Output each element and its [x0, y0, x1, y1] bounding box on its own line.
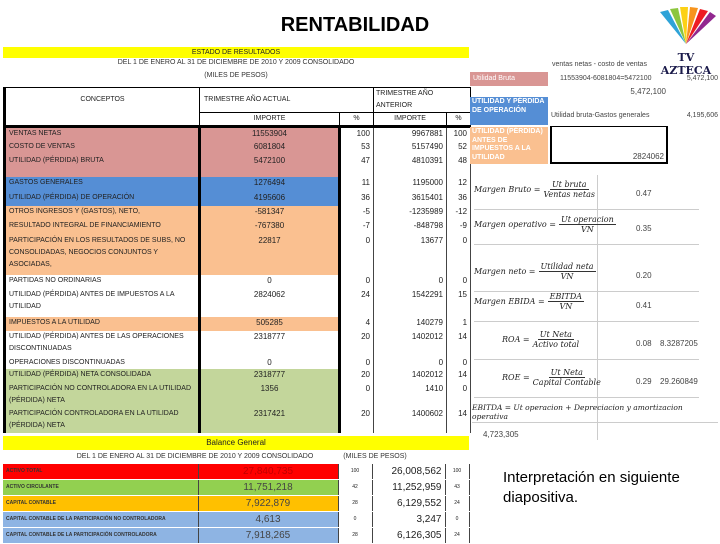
- ratio-row: [474, 262, 720, 292]
- pct-actual: 24: [340, 289, 374, 317]
- ub-value-2: 5,472,100: [630, 87, 666, 96]
- importe-actual: -581347: [200, 206, 340, 220]
- pct-actual: 20: [340, 331, 374, 357]
- importe-actual: 2318777: [200, 369, 340, 383]
- balance-value: 7,922,879: [198, 496, 338, 512]
- pct-actual: 4: [340, 317, 374, 331]
- ratio-name: ROA =: [502, 335, 530, 344]
- ratio-numerator: Utilidad neta: [540, 262, 594, 271]
- concept-label: OPERACIONES DISCONTINUADAS: [5, 357, 200, 369]
- ratio-name: Margen EBIDA =: [474, 297, 545, 306]
- pct-actual: 36: [340, 192, 374, 206]
- ratio-denominator: Ventas netas: [543, 190, 596, 199]
- table-row: [5, 235, 471, 275]
- pct-actual: [340, 169, 374, 177]
- concept-label: UTILIDAD (PÉRDIDA) ANTES DE LAS OPERACIONES DISCONTINUADAS: [5, 331, 200, 357]
- slide-title: RENTABILIDAD: [280, 14, 430, 36]
- pct-actual: 0: [340, 357, 374, 369]
- grid-line: [474, 209, 699, 210]
- pct-actual: 53: [340, 141, 374, 155]
- balance-pct-prev: 24: [445, 528, 469, 544]
- importe-anterior: 5157490: [374, 141, 447, 155]
- importe-anterior: 1195000: [374, 177, 447, 192]
- header-pct-2: %: [447, 113, 471, 127]
- ratio-formula: [502, 368, 601, 387]
- ratio-numerator: Ut bruta: [551, 180, 587, 189]
- grid-line: [474, 244, 699, 245]
- importe-actual: 0: [200, 275, 340, 289]
- importe-actual: 5472100: [200, 155, 340, 169]
- table-row: [5, 383, 471, 408]
- importe-anterior: -1235989: [374, 206, 447, 220]
- pct-anterior: 0: [447, 235, 471, 275]
- tv-azteca-logo: [652, 6, 720, 77]
- pct-anterior: 1: [447, 317, 471, 331]
- table-row: [5, 317, 471, 331]
- ratio-row: [474, 368, 720, 398]
- ratio-name: ROE =: [502, 373, 530, 382]
- pct-anterior: -12: [447, 206, 471, 220]
- balance-value-prev: 6,129,552: [372, 496, 445, 512]
- ratio-formula: [474, 262, 596, 281]
- concept-label: UTILIDAD (PÉRDIDA) DE OPERACIÓN: [5, 192, 200, 206]
- concept-label: OTROS INGRESOS Y (GASTOS), NETO,: [5, 206, 200, 220]
- interpretation-note: Interpretación en siguiente diapositiva.: [503, 469, 680, 506]
- pct-anterior: [447, 169, 471, 177]
- pct-actual: -7: [340, 220, 374, 235]
- table-row: [5, 275, 471, 289]
- table-row: [5, 220, 471, 235]
- ratio-formula: [474, 292, 584, 311]
- pct-actual: 0: [340, 383, 374, 408]
- balance-row: [3, 512, 469, 528]
- concept-label: RESULTADO INTEGRAL DE FINANCIAMIENTO: [5, 220, 200, 235]
- concept-label: UTILIDAD (PÉRDIDA) NETA CONSOLIDADA: [5, 369, 200, 383]
- concept-label: PARTICIPACIÓN EN LOS RESULTADOS DE SUBS, NO CONSOLIDADAS, NEGOCIOS CONJUNTOS Y ASOCIADAS,: [5, 235, 200, 275]
- table-row: [5, 289, 471, 317]
- importe-anterior: -848798: [374, 220, 447, 235]
- ebitda-formula: EBITDA = Ut operacion + Depreciacion y amortizacion operativa: [472, 403, 718, 423]
- estado-units: (MILES DE PESOS): [204, 72, 268, 79]
- importe-anterior: 140279: [374, 317, 447, 331]
- balance-row: [3, 480, 469, 496]
- ratio-numerator: EBITDA: [549, 292, 583, 301]
- table-row: [5, 331, 471, 357]
- pct-actual: 20: [340, 408, 374, 433]
- importe-actual: 2317421: [200, 408, 340, 433]
- header-anterior: TRIMESTRE AÑO ANTERIOR: [374, 88, 471, 113]
- importe-anterior: 0: [374, 357, 447, 369]
- balance-value: 27,840,735: [198, 464, 338, 480]
- grid-line: [474, 321, 699, 322]
- balance-title: Balance General: [3, 436, 469, 450]
- concept-label: PARTICIPACIÓN NO CONTROLADORA EN LA UTILIDAD (PÉRDIDA) NETA: [5, 383, 200, 408]
- pct-actual: 11: [340, 177, 374, 192]
- pct-actual: 0: [340, 235, 374, 275]
- importe-actual: 22817: [200, 235, 340, 275]
- balance-pct: 100: [338, 464, 372, 480]
- pct-actual: 100: [340, 127, 374, 141]
- balance-units: (MILES DE PESOS): [343, 453, 407, 460]
- grid-line: [474, 397, 699, 398]
- ratio-formula: [474, 180, 595, 199]
- importe-anterior: 13677: [374, 235, 447, 275]
- balance-pct: 0: [338, 512, 372, 528]
- concept-label: COSTO DE VENTAS: [5, 141, 200, 155]
- balance-pct: 28: [338, 528, 372, 544]
- pct-anterior: 15: [447, 289, 471, 317]
- balance-label: CAPITAL CONTABLE DE LA PARTICIPACIÓN CONTROLADORA: [3, 528, 198, 544]
- ratio-name: Margen Bruto =: [474, 185, 541, 194]
- balance-table: [3, 464, 470, 544]
- pct-anterior: 14: [447, 408, 471, 433]
- importe-actual: -767380: [200, 220, 340, 235]
- table-row: [5, 177, 471, 192]
- balance-value-prev: 3,247: [372, 512, 445, 528]
- table-row: [5, 192, 471, 206]
- ratio-denominator: VN: [580, 225, 594, 234]
- header-importe-2: IMPORTE: [374, 113, 447, 127]
- ratio-row: [474, 330, 720, 360]
- estado-subtitle: DEL 1 DE ENERO AL 31 DE DICIEMBRE DE 2010 Y 2009 CONSOLIDADO: [117, 59, 355, 66]
- importe-actual: 1356: [200, 383, 340, 408]
- ratio-numerator: Ut operacion: [560, 215, 614, 224]
- balance-pct-prev: 100: [445, 464, 469, 480]
- ratio-numerator: Ut Neta: [539, 330, 572, 339]
- ub-label: Utilidad Bruta: [470, 72, 548, 86]
- importe-actual: [200, 169, 340, 177]
- ratio-numerator: Ut Neta: [550, 368, 583, 377]
- balance-row: [3, 464, 469, 480]
- header-importe: IMPORTE: [200, 113, 340, 127]
- importe-anterior: [374, 169, 447, 177]
- ratio-formula: [502, 330, 579, 349]
- ratio-value: 0.29: [636, 377, 652, 386]
- pct-anterior: 0: [447, 275, 471, 289]
- importe-actual: 2318777: [200, 331, 340, 357]
- importe-actual: 1276494: [200, 177, 340, 192]
- pct-anterior: -9: [447, 220, 471, 235]
- pct-anterior: 0: [447, 383, 471, 408]
- logo-text: TV AZTECA: [660, 51, 712, 77]
- ratio-denominator: VN: [559, 302, 573, 311]
- importe-actual: 2824062: [200, 289, 340, 317]
- pct-anterior: 0: [447, 357, 471, 369]
- ratio-value: 0.41: [636, 301, 652, 310]
- table-row: [5, 357, 471, 369]
- table-row: [5, 127, 471, 141]
- concept-label: VENTAS NETAS: [5, 127, 200, 141]
- balance-row: [3, 528, 469, 544]
- header-conceptos: CONCEPTOS: [5, 88, 200, 113]
- balance-pct: 42: [338, 480, 372, 496]
- table-row: [5, 141, 471, 155]
- pct-actual: -5: [340, 206, 374, 220]
- ua-label: UTILIDAD (PÉRDIDA) ANTES DE IMPUESTOS A LA UTILIDAD: [470, 127, 548, 164]
- concept-label: IMPUESTOS A LA UTILIDAD: [5, 317, 200, 331]
- concept-label: PARTICIPACIÓN CONTROLADORA EN LA UTILIDAD (PÉRDIDA) NETA: [5, 408, 200, 433]
- importe-anterior: 0: [374, 275, 447, 289]
- table-row: [5, 169, 471, 177]
- importe-actual: 6081804: [200, 141, 340, 155]
- pct-actual: 0: [340, 275, 374, 289]
- grid-line: [474, 359, 699, 360]
- ua-value: 2824062: [632, 152, 664, 161]
- ratio-row: [474, 180, 720, 210]
- header-actual: TRIMESTRE AÑO ACTUAL: [200, 88, 374, 113]
- table-row: [5, 206, 471, 220]
- balance-value: 4,613: [198, 512, 338, 528]
- ratio-extra: 8.3287205: [660, 339, 698, 348]
- balance-value: 11,751,218: [198, 480, 338, 496]
- balance-row: [3, 496, 469, 512]
- estado-title: ESTADO DE RESULTADOS: [3, 47, 469, 58]
- importe-anterior: 1400602: [374, 408, 447, 433]
- pct-anterior: 100: [447, 127, 471, 141]
- balance-pct: 28: [338, 496, 372, 512]
- uo-calc: Utilidad bruta-Gastos generales: [551, 112, 650, 119]
- uo-label: UTILIDAD Y PÉRDIDA DE OPERACIÓN: [470, 97, 548, 125]
- ratio-value: 0.47: [636, 189, 652, 198]
- balance-label: ACTIVO CIRCULANTE: [3, 480, 198, 496]
- balance-value-prev: 26,008,562: [372, 464, 445, 480]
- estado-table: [3, 87, 471, 433]
- importe-actual: 4195606: [200, 192, 340, 206]
- pct-anterior: 12: [447, 177, 471, 192]
- pct-actual: 47: [340, 155, 374, 169]
- header-pct: %: [340, 113, 374, 127]
- ratio-formula: [474, 215, 616, 234]
- concept-label: PARTIDAS NO ORDINARIAS: [5, 275, 200, 289]
- importe-anterior: 1410: [374, 383, 447, 408]
- balance-subtitle: DEL 1 DE ENERO AL 31 DE DICIEMBRE DE 2010 Y 2009 CONSOLIDADO: [76, 453, 314, 460]
- concept-label: UTILIDAD (PÉRDIDA) ANTES DE IMPUESTOS A LA UTILIDAD: [5, 289, 200, 317]
- balance-value-prev: 11,252,959: [372, 480, 445, 496]
- logo-rays-icon: [652, 6, 720, 46]
- balance-label: CAPITAL CONTABLE DE LA PARTICIPACIÓN NO CONTROLADORA: [3, 512, 198, 528]
- balance-pct-prev: 24: [445, 496, 469, 512]
- ub-calc: 11553904-6081804=5472100: [560, 75, 652, 82]
- ratio-denominator: VN: [560, 272, 574, 281]
- ratio-denominator: Activo total: [532, 340, 580, 349]
- balance-label: ACTIVO TOTAL: [3, 464, 198, 480]
- importe-anterior: 9967881: [374, 127, 447, 141]
- ratio-row: [474, 292, 720, 322]
- balance-value-prev: 6,126,305: [372, 528, 445, 544]
- importe-anterior: 1402012: [374, 369, 447, 383]
- ratio-value: 0.20: [636, 271, 652, 280]
- balance-label: CAPITAL CONTABLE: [3, 496, 198, 512]
- importe-anterior: 1542291: [374, 289, 447, 317]
- importe-anterior: 3615401: [374, 192, 447, 206]
- vn-formula: ventas netas - costo de ventas: [552, 61, 647, 68]
- pct-anterior: 14: [447, 331, 471, 357]
- importe-actual: 0: [200, 357, 340, 369]
- importe-actual: 505285: [200, 317, 340, 331]
- balance-pct-prev: 0: [445, 512, 469, 528]
- ratio-name: Margen neto =: [474, 267, 536, 276]
- ub-value: 5,472,100: [686, 75, 718, 82]
- concept-label: [5, 169, 200, 177]
- pct-anterior: 14: [447, 369, 471, 383]
- ratio-value: 0.35: [636, 224, 652, 233]
- concept-label: UTILIDAD (PÉRDIDA) BRUTA: [5, 155, 200, 169]
- uo-value: 4,195,606: [686, 112, 718, 119]
- balance-pct-prev: 43: [445, 480, 469, 496]
- pct-actual: 20: [340, 369, 374, 383]
- ratio-value: 0.08: [636, 339, 652, 348]
- importe-anterior: 1402012: [374, 331, 447, 357]
- pct-anterior: 48: [447, 155, 471, 169]
- pct-anterior: 36: [447, 192, 471, 206]
- ratio-denominator: Capital Contable: [532, 378, 601, 387]
- ebitda-value: 4,723,305: [483, 430, 519, 439]
- importe-actual: 11553904: [200, 127, 340, 141]
- balance-value: 7,918,265: [198, 528, 338, 544]
- concept-label: GASTOS GENERALES: [5, 177, 200, 192]
- ua-box: [550, 126, 668, 164]
- importe-anterior: 4810391: [374, 155, 447, 169]
- ratio-name: Margen operativo =: [474, 220, 556, 229]
- ratio-row: [474, 215, 720, 245]
- table-row: [5, 369, 471, 383]
- pct-anterior: 52: [447, 141, 471, 155]
- ratio-extra: 29.260849: [660, 377, 698, 386]
- table-row: [5, 408, 471, 433]
- table-row: [5, 155, 471, 169]
